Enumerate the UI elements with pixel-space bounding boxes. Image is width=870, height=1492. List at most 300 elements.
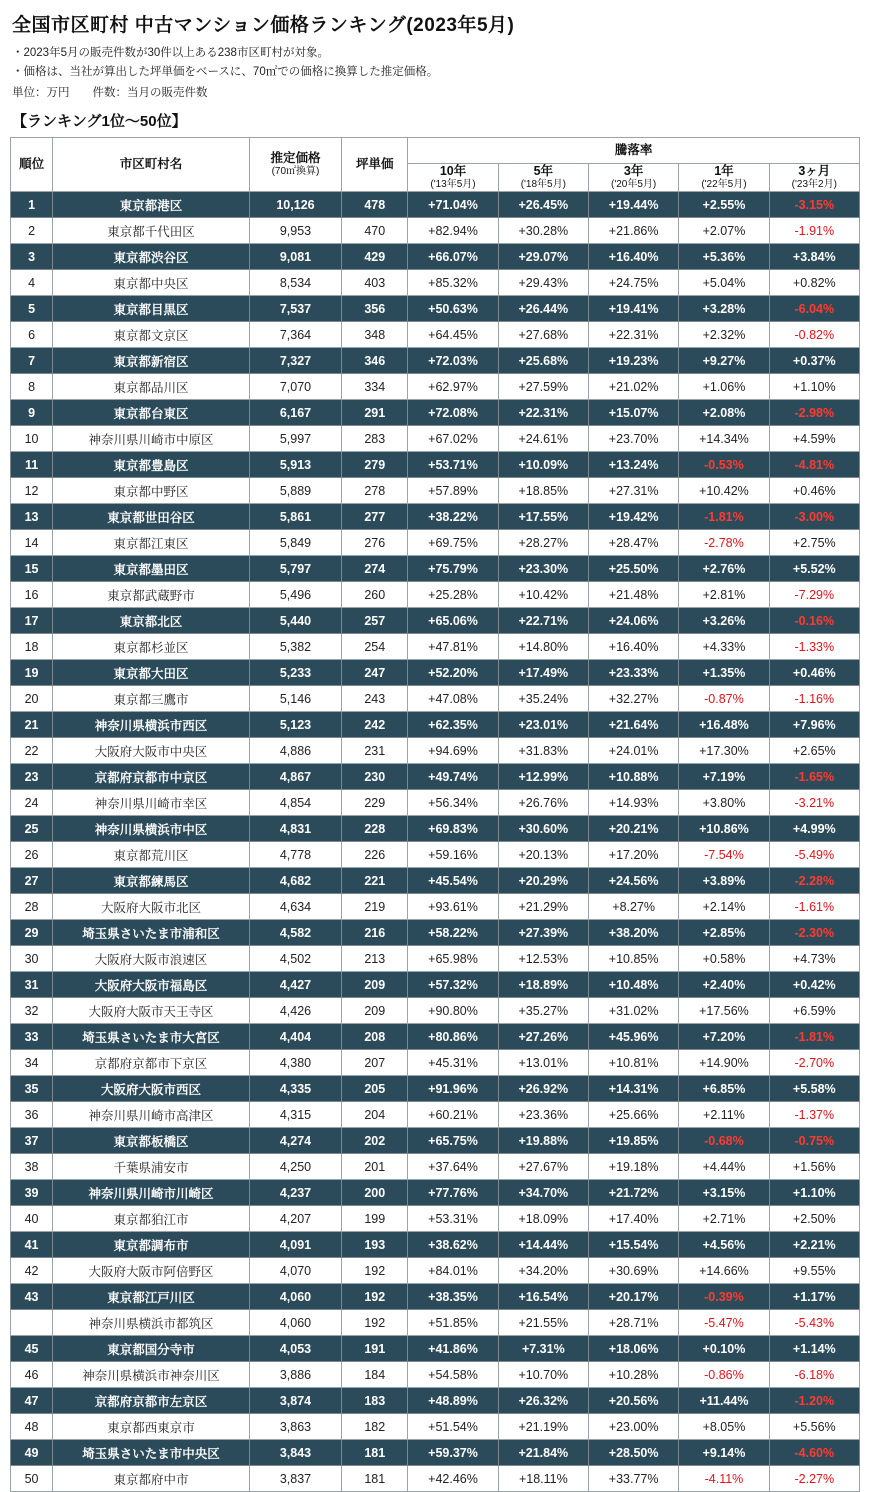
cell-municipality: 神奈川県川崎市中原区: [53, 426, 250, 452]
col-header-change-10y-main: 10年: [439, 164, 467, 179]
cell-rank: 46: [11, 1362, 53, 1388]
cell-change-10y: +60.21%: [408, 1102, 498, 1128]
table-row: [11, 998, 860, 1024]
cell-change-5y: +34.70%: [498, 1180, 588, 1206]
cell-rank: 10: [11, 426, 53, 452]
page-title: 全国市区町村 中古マンション価格ランキング(2023年5月): [12, 15, 515, 36]
table-row: [11, 504, 860, 530]
table-row: [11, 842, 860, 868]
cell-rank: 16: [11, 582, 53, 608]
cell-price: 5,889: [249, 478, 341, 504]
cell-price: 4,053: [249, 1336, 341, 1362]
cell-change-5y: +35.24%: [498, 686, 588, 712]
col-header-change-3m: [769, 164, 859, 192]
cell-change-1y: +2.07%: [679, 218, 769, 244]
cell-change-1y: +17.30%: [679, 738, 769, 764]
cell-change-5y: +7.31%: [498, 1336, 588, 1362]
cell-rank: 25: [11, 816, 53, 842]
cell-price: 10,126: [249, 192, 341, 218]
cell-price: 5,861: [249, 504, 341, 530]
cell-change-3m: +2.75%: [769, 530, 859, 556]
cell-change-1y: +4.56%: [679, 1232, 769, 1258]
cell-change-3m: -6.18%: [769, 1362, 859, 1388]
cell-municipality: 東京都文京区: [53, 322, 250, 348]
cell-change-3y: +30.69%: [588, 1258, 678, 1284]
table-row: [11, 582, 860, 608]
cell-change-5y: +12.53%: [498, 946, 588, 972]
note-line-1: ・2023年5月の販売件数が30件以上ある238市区町村が対象。: [12, 47, 329, 59]
cell-change-5y: +31.83%: [498, 738, 588, 764]
cell-municipality: 東京都国分寺市: [53, 1336, 250, 1362]
cell-tsubo-unit-price: 204: [342, 1102, 408, 1128]
cell-tsubo-unit-price: 221: [342, 868, 408, 894]
cell-change-3y: +24.01%: [588, 738, 678, 764]
cell-price: 4,274: [249, 1128, 341, 1154]
cell-change-1y: -5.47%: [679, 1310, 769, 1336]
cell-municipality: 東京都板橋区: [53, 1128, 250, 1154]
cell-municipality: 東京都中央区: [53, 270, 250, 296]
cell-price: 5,233: [249, 660, 341, 686]
cell-tsubo-unit-price: 260: [342, 582, 408, 608]
cell-change-3y: +18.06%: [588, 1336, 678, 1362]
cell-rank: 11: [11, 452, 53, 478]
cell-tsubo-unit-price: 257: [342, 608, 408, 634]
col-header-change-3y-sub: ('20年5月): [611, 178, 657, 190]
col-header-change-10y-sub: ('13年5月): [430, 178, 476, 190]
cell-change-10y: +62.35%: [408, 712, 498, 738]
cell-change-3m: +3.84%: [769, 244, 859, 270]
cell-change-3y: +23.33%: [588, 660, 678, 686]
cell-change-3y: +10.81%: [588, 1050, 678, 1076]
cell-rank: 4: [11, 270, 53, 296]
table-row: [11, 712, 860, 738]
cell-municipality: 東京都狛江市: [53, 1206, 250, 1232]
cell-municipality: 神奈川県川崎市川崎区: [53, 1180, 250, 1206]
cell-change-3m: -1.65%: [769, 764, 859, 790]
cell-tsubo-unit-price: 346: [342, 348, 408, 374]
table-row: [11, 1232, 860, 1258]
cell-change-3y: +25.66%: [588, 1102, 678, 1128]
table-row: [11, 530, 860, 556]
cell-change-1y: +9.14%: [679, 1440, 769, 1466]
note-line-2: ・価格は、当社が算出した坪単価をベースに、70㎡での価格に換算した推定価格。: [12, 65, 439, 78]
cell-tsubo-unit-price: 219: [342, 894, 408, 920]
cell-tsubo-unit-price: 231: [342, 738, 408, 764]
table-row: [11, 348, 860, 374]
cell-price: 4,831: [249, 816, 341, 842]
cell-change-3m: +5.58%: [769, 1076, 859, 1102]
col-header-price-main: 推定価格: [270, 151, 321, 166]
cell-rank: 2: [11, 218, 53, 244]
cell-change-5y: +23.36%: [498, 1102, 588, 1128]
table-row: [11, 920, 860, 946]
cell-change-3y: +19.18%: [588, 1154, 678, 1180]
col-header-change-1y: [679, 164, 769, 192]
cell-change-3m: +9.55%: [769, 1258, 859, 1284]
cell-tsubo-unit-price: 334: [342, 374, 408, 400]
cell-tsubo-unit-price: 216: [342, 920, 408, 946]
cell-change-1y: +2.85%: [679, 920, 769, 946]
cell-change-3y: +17.40%: [588, 1206, 678, 1232]
cell-municipality: 東京都品川区: [53, 374, 250, 400]
cell-change-10y: +51.54%: [408, 1414, 498, 1440]
col-header-name: 市区町村名: [53, 138, 250, 192]
col-header-change-5y-main: 5年: [533, 164, 554, 179]
cell-change-10y: +80.86%: [408, 1024, 498, 1050]
cell-tsubo-unit-price: 478: [342, 192, 408, 218]
cell-change-10y: +37.64%: [408, 1154, 498, 1180]
cell-rank: 35: [11, 1076, 53, 1102]
cell-change-10y: +38.35%: [408, 1284, 498, 1310]
cell-change-3m: +1.14%: [769, 1336, 859, 1362]
table-row: [11, 1102, 860, 1128]
col-header-change-5y-sub: ('18年5月): [520, 178, 566, 190]
cell-tsubo-unit-price: 247: [342, 660, 408, 686]
cell-price: 3,837: [249, 1466, 341, 1492]
cell-change-10y: +49.74%: [408, 764, 498, 790]
cell-municipality: 東京都港区: [53, 192, 250, 218]
cell-change-3m: -0.16%: [769, 608, 859, 634]
cell-change-10y: +85.32%: [408, 270, 498, 296]
cell-change-10y: +67.02%: [408, 426, 498, 452]
cell-change-3y: +24.56%: [588, 868, 678, 894]
cell-tsubo-unit-price: 230: [342, 764, 408, 790]
cell-change-10y: +72.03%: [408, 348, 498, 374]
cell-rank: 20: [11, 686, 53, 712]
cell-price: 4,682: [249, 868, 341, 894]
cell-change-10y: +41.86%: [408, 1336, 498, 1362]
cell-municipality: 東京都武蔵野市: [53, 582, 250, 608]
cell-change-5y: +20.29%: [498, 868, 588, 894]
cell-change-1y: +9.27%: [679, 348, 769, 374]
cell-change-3m: +1.10%: [769, 1180, 859, 1206]
table-row: [11, 1440, 860, 1466]
table-row: [11, 1258, 860, 1284]
cell-municipality: 東京都杉並区: [53, 634, 250, 660]
cell-change-3y: +10.85%: [588, 946, 678, 972]
cell-change-1y: +10.42%: [679, 478, 769, 504]
cell-tsubo-unit-price: 243: [342, 686, 408, 712]
table-row: [11, 608, 860, 634]
cell-change-3y: +14.93%: [588, 790, 678, 816]
cell-change-3m: +4.99%: [769, 816, 859, 842]
cell-rank: 36: [11, 1102, 53, 1128]
cell-municipality: 神奈川県川崎市高津区: [53, 1102, 250, 1128]
cell-change-3y: +19.42%: [588, 504, 678, 530]
cell-price: 4,207: [249, 1206, 341, 1232]
table-row: [11, 634, 860, 660]
cell-tsubo-unit-price: 181: [342, 1440, 408, 1466]
cell-municipality: 京都府京都市中京区: [53, 764, 250, 790]
col-header-change-group: 騰落率: [408, 138, 860, 164]
table-row: [11, 296, 860, 322]
col-header-change-10y: [408, 164, 498, 192]
cell-change-3m: -4.60%: [769, 1440, 859, 1466]
cell-change-10y: +48.89%: [408, 1388, 498, 1414]
cell-municipality: 東京都北区: [53, 608, 250, 634]
cell-rank: 21: [11, 712, 53, 738]
cell-change-5y: +10.42%: [498, 582, 588, 608]
cell-change-1y: +3.26%: [679, 608, 769, 634]
cell-tsubo-unit-price: 229: [342, 790, 408, 816]
table-row: [11, 426, 860, 452]
cell-rank: 13: [11, 504, 53, 530]
cell-change-5y: +22.31%: [498, 400, 588, 426]
col-header-change-3m-main: 3ヶ月: [798, 164, 831, 179]
cell-price: 3,886: [249, 1362, 341, 1388]
cell-tsubo-unit-price: 207: [342, 1050, 408, 1076]
cell-change-3m: +1.10%: [769, 374, 859, 400]
cell-rank: 12: [11, 478, 53, 504]
cell-price: 4,060: [249, 1284, 341, 1310]
cell-rank: 3: [11, 244, 53, 270]
table-row: [11, 1024, 860, 1050]
cell-change-10y: +54.58%: [408, 1362, 498, 1388]
cell-change-1y: -0.68%: [679, 1128, 769, 1154]
cell-change-3m: +2.21%: [769, 1232, 859, 1258]
cell-change-5y: +23.01%: [498, 712, 588, 738]
cell-price: 5,797: [249, 556, 341, 582]
table-row: [11, 946, 860, 972]
cell-price: 4,060: [249, 1310, 341, 1336]
cell-tsubo-unit-price: 202: [342, 1128, 408, 1154]
cell-tsubo-unit-price: 209: [342, 998, 408, 1024]
cell-change-3m: -0.75%: [769, 1128, 859, 1154]
cell-price: 9,081: [249, 244, 341, 270]
cell-rank: 50: [11, 1466, 53, 1492]
table-row: [11, 660, 860, 686]
cell-rank: 49: [11, 1440, 53, 1466]
cell-municipality: 神奈川県横浜市神奈川区: [53, 1362, 250, 1388]
cell-price: 7,364: [249, 322, 341, 348]
cell-change-1y: -0.39%: [679, 1284, 769, 1310]
cell-rank: 27: [11, 868, 53, 894]
cell-municipality: 千葉県浦安市: [53, 1154, 250, 1180]
cell-change-3y: +22.31%: [588, 322, 678, 348]
cell-change-3y: +20.56%: [588, 1388, 678, 1414]
cell-price: 4,582: [249, 920, 341, 946]
cell-change-3y: +28.71%: [588, 1310, 678, 1336]
cell-rank: 42: [11, 1258, 53, 1284]
table-row: [11, 478, 860, 504]
cell-change-5y: +16.54%: [498, 1284, 588, 1310]
cell-change-3m: +7.96%: [769, 712, 859, 738]
cell-municipality: 東京都豊島区: [53, 452, 250, 478]
cell-rank: 9: [11, 400, 53, 426]
cell-change-10y: +42.46%: [408, 1466, 498, 1492]
cell-price: 4,426: [249, 998, 341, 1024]
table-row: [11, 1310, 860, 1336]
cell-price: 4,867: [249, 764, 341, 790]
table-row: [11, 894, 860, 920]
cell-change-10y: +52.20%: [408, 660, 498, 686]
cell-municipality: 東京都荒川区: [53, 842, 250, 868]
cell-change-1y: +3.80%: [679, 790, 769, 816]
cell-change-3y: +20.17%: [588, 1284, 678, 1310]
cell-change-3m: -1.20%: [769, 1388, 859, 1414]
cell-tsubo-unit-price: 226: [342, 842, 408, 868]
cell-change-3m: -3.00%: [769, 504, 859, 530]
table-row: [11, 1050, 860, 1076]
cell-municipality: 東京都千代田区: [53, 218, 250, 244]
cell-change-10y: +93.61%: [408, 894, 498, 920]
cell-municipality: 東京都練馬区: [53, 868, 250, 894]
cell-change-5y: +35.27%: [498, 998, 588, 1024]
cell-price: 5,440: [249, 608, 341, 634]
cell-price: 5,146: [249, 686, 341, 712]
cell-tsubo-unit-price: 193: [342, 1232, 408, 1258]
cell-change-3m: +2.50%: [769, 1206, 859, 1232]
cell-change-5y: +18.09%: [498, 1206, 588, 1232]
cell-municipality: 東京都目黒区: [53, 296, 250, 322]
cell-change-5y: +27.67%: [498, 1154, 588, 1180]
cell-municipality: 東京都渋谷区: [53, 244, 250, 270]
table-row: [11, 244, 860, 270]
cell-change-3y: +23.70%: [588, 426, 678, 452]
cell-change-1y: +4.44%: [679, 1154, 769, 1180]
col-header-change-1y-sub: ('22年5月): [701, 178, 747, 190]
cell-change-3y: +15.07%: [588, 400, 678, 426]
cell-change-5y: +20.13%: [498, 842, 588, 868]
table-row: [11, 1076, 860, 1102]
cell-change-1y: -2.78%: [679, 530, 769, 556]
cell-change-5y: +25.68%: [498, 348, 588, 374]
cell-municipality: 神奈川県川崎市幸区: [53, 790, 250, 816]
cell-change-10y: +64.45%: [408, 322, 498, 348]
cell-tsubo-unit-price: 205: [342, 1076, 408, 1102]
cell-municipality: 東京都台東区: [53, 400, 250, 426]
table-row: [11, 738, 860, 764]
cell-price: 5,382: [249, 634, 341, 660]
cell-municipality: 東京都府中市: [53, 1466, 250, 1492]
cell-price: 4,502: [249, 946, 341, 972]
cell-change-3m: +0.37%: [769, 348, 859, 374]
cell-change-1y: -0.53%: [679, 452, 769, 478]
cell-change-3y: +28.47%: [588, 530, 678, 556]
cell-change-10y: +38.62%: [408, 1232, 498, 1258]
cell-change-1y: +4.33%: [679, 634, 769, 660]
cell-change-5y: +26.92%: [498, 1076, 588, 1102]
cell-price: 4,854: [249, 790, 341, 816]
cell-change-3m: -2.27%: [769, 1466, 859, 1492]
cell-change-5y: +28.27%: [498, 530, 588, 556]
cell-change-1y: +1.06%: [679, 374, 769, 400]
cell-price: 5,123: [249, 712, 341, 738]
cell-change-3y: +21.72%: [588, 1180, 678, 1206]
cell-change-10y: +25.28%: [408, 582, 498, 608]
cell-municipality: 東京都大田区: [53, 660, 250, 686]
cell-change-10y: +72.08%: [408, 400, 498, 426]
cell-change-3m: -6.04%: [769, 296, 859, 322]
cell-change-10y: +69.75%: [408, 530, 498, 556]
cell-change-3y: +27.31%: [588, 478, 678, 504]
cell-change-3m: +5.56%: [769, 1414, 859, 1440]
cell-change-1y: +2.14%: [679, 894, 769, 920]
cell-municipality: 大阪府大阪市浪速区: [53, 946, 250, 972]
cell-change-3y: +24.75%: [588, 270, 678, 296]
cell-change-3y: +10.28%: [588, 1362, 678, 1388]
cell-tsubo-unit-price: 242: [342, 712, 408, 738]
cell-rank: [11, 1310, 53, 1336]
cell-change-5y: +30.60%: [498, 816, 588, 842]
table-row: [11, 1180, 860, 1206]
cell-price: 4,335: [249, 1076, 341, 1102]
cell-change-5y: +12.99%: [498, 764, 588, 790]
table-row: [11, 1284, 860, 1310]
cell-change-10y: +90.80%: [408, 998, 498, 1024]
cell-price: 7,070: [249, 374, 341, 400]
cell-rank: 22: [11, 738, 53, 764]
cell-tsubo-unit-price: 192: [342, 1258, 408, 1284]
cell-municipality: 埼玉県さいたま市中央区: [53, 1440, 250, 1466]
cell-tsubo-unit-price: 356: [342, 296, 408, 322]
cell-change-1y: -4.11%: [679, 1466, 769, 1492]
cell-change-5y: +23.30%: [498, 556, 588, 582]
cell-municipality: 大阪府大阪市天王寺区: [53, 998, 250, 1024]
cell-change-10y: +47.08%: [408, 686, 498, 712]
cell-price: 5,997: [249, 426, 341, 452]
section-title: 【ランキング1位〜50位】: [12, 113, 187, 131]
col-header-price: [249, 138, 341, 192]
table-row: [11, 374, 860, 400]
cell-price: 4,634: [249, 894, 341, 920]
cell-change-10y: +53.31%: [408, 1206, 498, 1232]
cell-change-10y: +77.76%: [408, 1180, 498, 1206]
cell-tsubo-unit-price: 403: [342, 270, 408, 296]
cell-change-10y: +71.04%: [408, 192, 498, 218]
cell-rank: 45: [11, 1336, 53, 1362]
cell-change-1y: +1.35%: [679, 660, 769, 686]
cell-change-3y: +10.48%: [588, 972, 678, 998]
cell-price: 4,427: [249, 972, 341, 998]
cell-tsubo-unit-price: 429: [342, 244, 408, 270]
table-row: [11, 452, 860, 478]
cell-change-3y: +32.27%: [588, 686, 678, 712]
cell-change-10y: +51.85%: [408, 1310, 498, 1336]
cell-change-1y: +16.48%: [679, 712, 769, 738]
cell-tsubo-unit-price: 181: [342, 1466, 408, 1492]
cell-change-3m: -1.61%: [769, 894, 859, 920]
cell-change-5y: +29.07%: [498, 244, 588, 270]
cell-change-5y: +34.20%: [498, 1258, 588, 1284]
cell-tsubo-unit-price: 191: [342, 1336, 408, 1362]
cell-change-5y: +30.28%: [498, 218, 588, 244]
cell-price: 4,070: [249, 1258, 341, 1284]
cell-municipality: 大阪府大阪市福島区: [53, 972, 250, 998]
cell-change-3y: +10.88%: [588, 764, 678, 790]
cell-price: 4,237: [249, 1180, 341, 1206]
cell-price: 5,849: [249, 530, 341, 556]
cell-tsubo-unit-price: 213: [342, 946, 408, 972]
col-header-change-5y: [498, 164, 588, 192]
cell-change-3m: -1.91%: [769, 218, 859, 244]
cell-price: 5,496: [249, 582, 341, 608]
cell-change-1y: +11.44%: [679, 1388, 769, 1414]
cell-change-5y: +17.55%: [498, 504, 588, 530]
cell-change-10y: +38.22%: [408, 504, 498, 530]
cell-change-5y: +27.39%: [498, 920, 588, 946]
cell-change-3m: -1.37%: [769, 1102, 859, 1128]
cell-tsubo-unit-price: 277: [342, 504, 408, 530]
cell-change-5y: +21.19%: [498, 1414, 588, 1440]
cell-price: 7,537: [249, 296, 341, 322]
cell-municipality: 埼玉県さいたま市大宮区: [53, 1024, 250, 1050]
cell-municipality: 神奈川県横浜市中区: [53, 816, 250, 842]
cell-change-3m: +2.65%: [769, 738, 859, 764]
cell-change-3m: -3.21%: [769, 790, 859, 816]
cell-tsubo-unit-price: 470: [342, 218, 408, 244]
cell-municipality: 埼玉県さいたま市浦和区: [53, 920, 250, 946]
